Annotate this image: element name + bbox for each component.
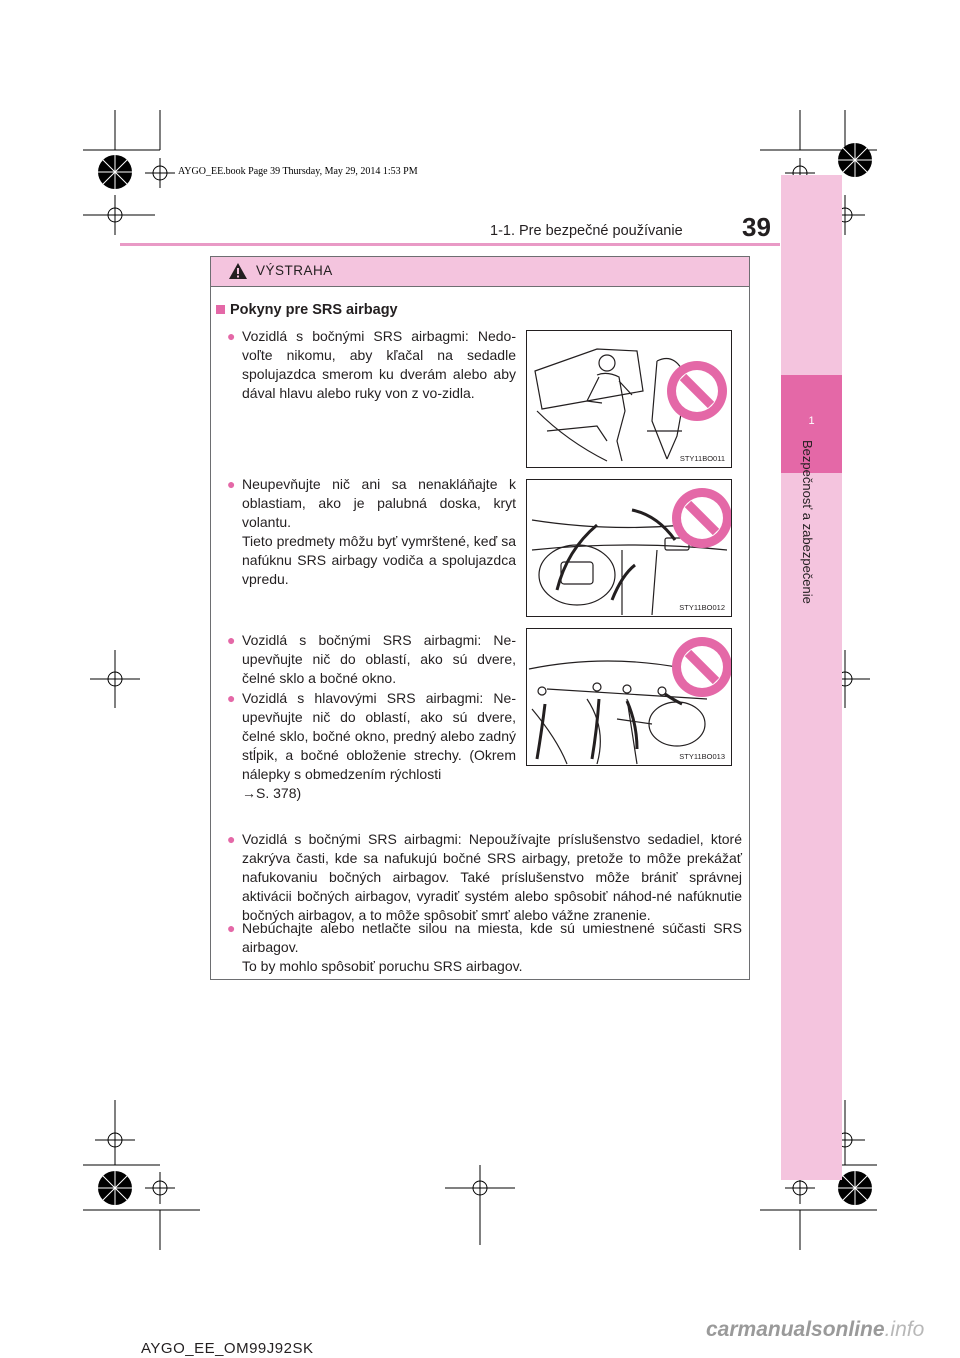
figure-seat-illustration — [526, 330, 732, 468]
document-code: AYGO_EE_OM99J92SK — [141, 1340, 314, 1357]
section-square-icon — [216, 305, 225, 314]
bullet-dot-icon: ● — [227, 632, 236, 648]
bullet-dot-icon: ● — [227, 328, 236, 344]
chapter-side-tab — [781, 175, 842, 1180]
print-stamp: AYGO_EE.book Page 39 Thursday, May 29, 2014 1:53 PM — [178, 166, 418, 177]
figure-interior-illustration — [526, 628, 732, 766]
figure-code: STY11BO012 — [679, 603, 725, 612]
bullet-item: ● Nebúchajte alebo netlačte silou na miesta, kde sú umiestnené súčasti SRS airbagov. To by mohlo spôsobiť poruchu SRS airbagov. — [227, 920, 742, 974]
bullet-dot-icon: ● — [227, 831, 236, 847]
running-head: 1-1. Pre bezpečné používanie — [490, 223, 683, 239]
section-title: Pokyny pre SRS airbagy — [216, 302, 398, 318]
warning-triangle-icon — [228, 262, 248, 280]
bullet-item: ● Vozidlá s hlavovými SRS airbagmi: Ne-upevňujte nič do oblastí, ako sú dvere, čelné sklo, bočné okno, predný alebo zadný stĺpik, a bočné obloženie strechy. (Okrem nálepky s obmedzením rýchlosti →S. 378) — [227, 690, 516, 801]
header-rule — [120, 243, 780, 246]
chapter-number: 1 — [808, 415, 815, 427]
page-number: 39 — [742, 212, 771, 242]
figure-dashboard-illustration — [526, 479, 732, 617]
bullet-dot-icon: ● — [227, 920, 236, 936]
figure-code: STY11BO011 — [679, 454, 725, 463]
watermark: carmanualsonline.info — [706, 1318, 925, 1341]
chapter-title: Bezpečnosť a zabezpečenie — [800, 440, 815, 604]
bullet-dot-icon: ● — [227, 476, 236, 492]
seat-illustration — [527, 331, 731, 467]
bullet-item: ● Neupevňujte nič ani sa nenakláňajte k oblastiam, ako je palubná doska, kryt volantu. Tieto predmety môžu byť vymrštené, keď sa nafúknu SRS airbagy vodiča a spolujazdca vpredu. — [227, 476, 516, 587]
figure-code: STY11BO013 — [679, 752, 725, 761]
warning-title: VÝSTRAHA — [256, 263, 333, 278]
interior-illustration — [527, 629, 731, 765]
bullet-dot-icon: ● — [227, 690, 236, 706]
bullet-item: ● Vozidlá s bočnými SRS airbagmi: Nedo-voľte nikomu, aby kľačal na sedadle spolujazdca smerom ku dverám alebo aby dával hlavu alebo ruky von z vo-zidla. — [227, 328, 516, 401]
dashboard-illustration — [527, 480, 731, 616]
bullet-item: ● Vozidlá s bočnými SRS airbagmi: Nepoužívajte príslušenstvo sedadiel, ktoré zakrýva časti, kde sa nafukujú bočné SRS airbagy, pretože to môže prekážať nafukovaniu bočných airbagov. Také príslušenstvo môže brániť správnej aktivácii bočných airbagov, vyradiť systém alebo spôsobiť náhod-né nafúknutie bočných airbagov, a to môže spôsobiť smrť alebo vážne zranenie. — [227, 831, 742, 923]
bullet-item: ● Vozidlá s bočnými SRS airbagmi: Ne-upevňujte nič do oblastí, ako sú dvere, čelné sklo a bočné okno. — [227, 632, 516, 686]
